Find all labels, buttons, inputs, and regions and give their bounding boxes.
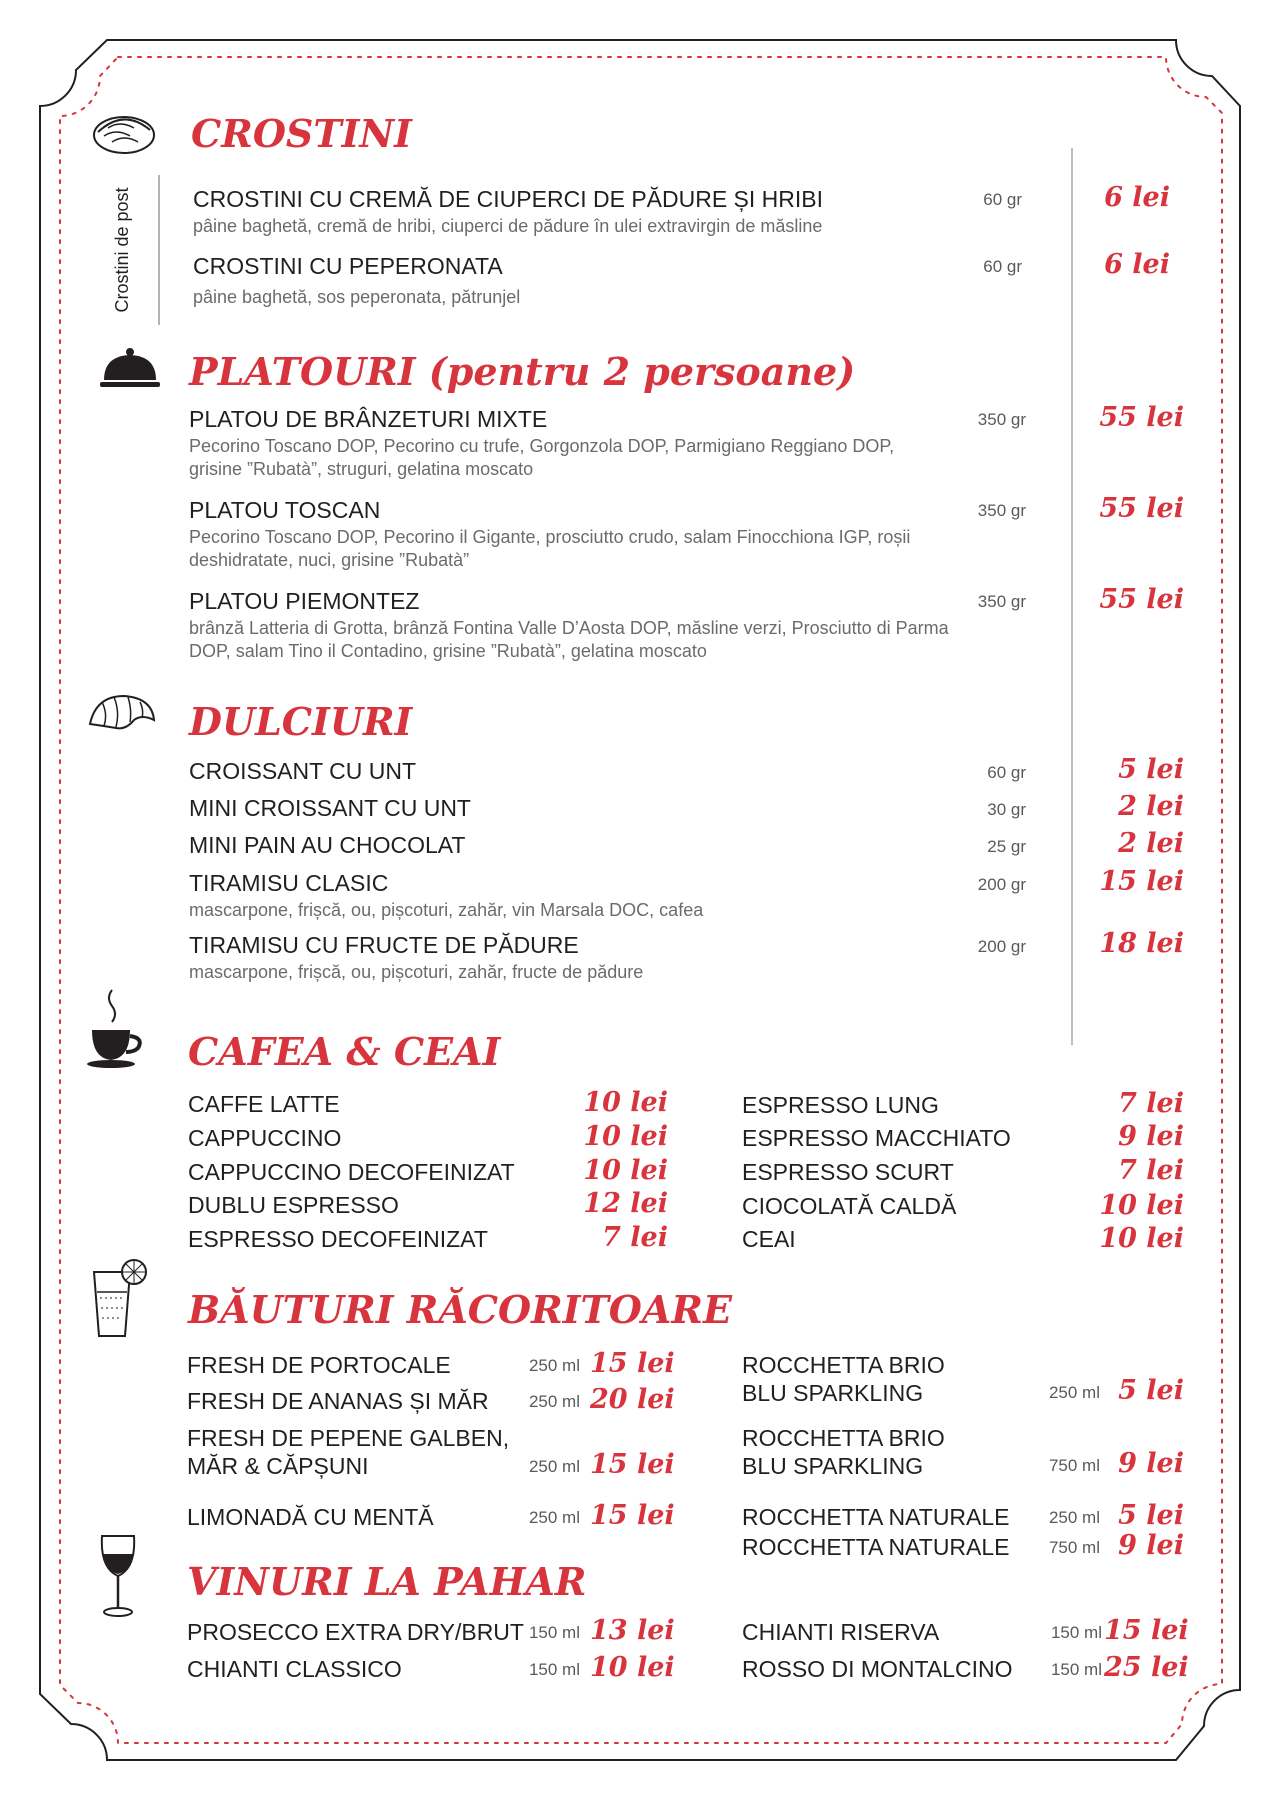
menu-item-price: 13 lei [590,1615,675,1646]
juice-glass-icon [90,1258,150,1340]
menu-item-name: CROSTINI CU CREMĂ DE CIUPERCI DE PĂDURE ȘI HRIBI [193,186,824,212]
coffee-cup-icon [86,986,148,1072]
menu-item-name: CHIANTI RISERVA [742,1619,940,1645]
menu-item-price: 9 lei [1118,1448,1184,1479]
menu-item-name: CROISSANT CU UNT [189,758,417,784]
menu-item-qty: 250 ml [528,1508,580,1527]
menu-item-price: 55 lei [1099,402,1184,433]
menu-item-qty: 200 gr [977,937,1026,956]
menu-item-name: ROCCHETTA BRIO [742,1425,945,1451]
menu-item-qty: 200 gr [977,875,1026,894]
menu-item-name: PLATOU PIEMONTEZ [189,588,420,614]
menu-item-name: CAPPUCCINO DECOFEINIZAT [188,1159,515,1185]
menu-item-price: 25 lei [1104,1652,1189,1683]
menu-item-price: 9 lei [1118,1530,1184,1561]
menu-item-price: 6 lei [1104,249,1170,280]
menu-item-qty: 750 ml [1048,1456,1100,1475]
menu-item-name: FRESH DE ANANAS ȘI MĂR [187,1388,489,1414]
croissant-icon [86,690,158,740]
menu-item-name: TIRAMISU CLASIC [189,870,389,896]
menu-item-name: PLATOU DE BRÂNZETURI MIXTE [189,406,548,432]
menu-item-qty: 250 ml [528,1356,580,1375]
menu-item-name: TIRAMISU CU FRUCTE DE PĂDURE [189,932,579,958]
menu-item-qty: 150 ml [528,1660,580,1679]
wine-glass-icon [96,1534,140,1618]
menu-item-price: 12 lei [583,1188,668,1219]
menu-item-price: 55 lei [1099,584,1184,615]
menu-item-desc: Pecorino Toscano DOP, Pecorino il Gigante, prosciutto crudo, salam Finocchiona IGP, roșii deshidratate, nuci, grisine ”Rubatà” [189,527,911,570]
menu-item-name-line2: BLU SPARKLING [742,1380,924,1406]
menu-item-desc: brânză Latteria di Grotta, brânză Fontina Valle D’Aosta DOP, măsline verzi, Prosciutto di Parma DOP, salam Tino il Contadino, grisine ”Rubatà”, gelatina moscato [189,618,949,661]
menu-item-qty: 60 gr [983,257,1022,276]
menu-item-price: 20 lei [590,1384,675,1415]
menu-item-price: 10 lei [590,1652,675,1683]
menu-item-qty: 150 ml [528,1623,580,1642]
menu-item-price: 7 lei [1118,1155,1184,1186]
section-title-platouri: PLATOURI (pentru 2 persoane) [189,349,856,394]
menu-item-qty: 350 gr [977,410,1026,429]
menu-item-price: 6 lei [1104,182,1170,213]
menu-item-price: 18 lei [1099,928,1184,959]
menu-item-price: 15 lei [590,1500,675,1531]
menu-item-name: ROCCHETTA NATURALE [742,1534,1010,1560]
menu-item-name: CEAI [742,1226,796,1252]
section-title-bauturi: BĂUTURI RĂCORITOARE [188,1287,732,1332]
menu-item-name: PROSECCO EXTRA DRY/BRUT [187,1619,524,1645]
menu-item-name: LIMONADĂ CU MENTĂ [187,1504,434,1530]
menu-item-name: CAFFE LATTE [188,1091,340,1117]
menu-item-price: 15 lei [1099,866,1184,897]
menu-item-price: 9 lei [1118,1121,1184,1152]
menu-item-name: FRESH DE PEPENE GALBEN, [187,1425,510,1451]
menu-item-price: 10 lei [1099,1223,1184,1254]
menu-item-name-line2: BLU SPARKLING [742,1453,924,1479]
menu-item-name: MINI CROISSANT CU UNT [189,795,471,821]
menu-item-price: 5 lei [1118,1375,1184,1406]
menu-item-price: 5 lei [1118,754,1184,785]
menu-item-desc: mascarpone, frișcă, ou, pișcoturi, zahăr, fructe de pădure [189,962,644,982]
menu-item-name: ROSSO DI MONTALCINO [742,1656,1013,1682]
section-title-vinuri: VINURI LA PAHAR [187,1559,587,1604]
menu-item-name: ESPRESSO DECOFEINIZAT [188,1226,488,1252]
menu-item-name: ROCCHETTA BRIO [742,1352,945,1378]
menu-item-name: CAPPUCCINO [188,1125,342,1151]
menu-item-qty: 60 gr [987,763,1026,782]
menu-item-qty: 250 ml [1048,1383,1100,1402]
menu-item-name: PLATOU TOSCAN [189,497,381,523]
menu-item-price: 15 lei [590,1348,675,1379]
menu-item-qty: 150 ml [1050,1660,1102,1679]
menu-item-qty: 30 gr [987,800,1026,819]
menu-item-qty: 250 ml [1048,1508,1100,1527]
menu-item-qty: 350 gr [977,501,1026,520]
section-title-cafea-ceai: CAFEA & CEAI [188,1029,501,1074]
menu-item-desc: pâine baghetă, cremă de hribi, ciuperci de pădure în ulei extravirgin de măsline [193,216,823,236]
menu-item-price: 10 lei [583,1121,668,1152]
menu-item-desc: mascarpone, frișcă, ou, pișcoturi, zahăr, vin Marsala DOC, cafea [189,900,704,920]
menu-item-price: 7 lei [602,1222,668,1253]
menu-item-price: 2 lei [1118,828,1184,859]
menu-item-qty: 750 ml [1048,1538,1100,1557]
menu-item-qty: 60 gr [983,190,1022,209]
menu-item-qty: 250 ml [528,1392,580,1411]
menu-item-price: 10 lei [583,1155,668,1186]
section-title-dulciuri: DULCIURI [189,699,413,744]
menu-item-name: ESPRESSO MACCHIATO [742,1125,1011,1151]
menu-item-qty: 150 ml [1050,1623,1102,1642]
menu-item-qty: 25 gr [987,837,1026,856]
section-title-crostini: CROSTINI [191,111,412,156]
menu-item-name: FRESH DE PORTOCALE [187,1352,451,1378]
menu-item-price: 55 lei [1099,493,1184,524]
menu-item-name: DUBLU ESPRESSO [188,1192,399,1218]
menu-item-price: 5 lei [1118,1500,1184,1531]
side-label-crostini-de-post: Crostini de post [112,187,132,313]
menu-item-qty: 350 gr [977,592,1026,611]
menu-item-price: 2 lei [1118,791,1184,822]
menu-item-name: ESPRESSO SCURT [742,1159,954,1185]
cloche-icon [98,344,162,390]
menu-item-price: 10 lei [1099,1190,1184,1221]
menu-item-name: CIOCOLATĂ CALDĂ [742,1193,957,1219]
menu-item-desc: Pecorino Toscano DOP, Pecorino cu trufe, Gorgonzola DOP, Parmigiano Reggiano DOP, grisine ”Rubatà”, struguri, gelatina moscato [189,436,895,479]
menu-item-price: 15 lei [590,1449,675,1480]
menu-item-name: CHIANTI CLASSICO [187,1656,402,1682]
menu-item-desc: pâine baghetă, sos peperonata, pătrunjel [193,287,521,307]
menu-item-price: 10 lei [583,1087,668,1118]
menu-item-name: ROCCHETTA NATURALE [742,1504,1010,1530]
menu-item-name-line2: MĂR & CĂPȘUNI [187,1453,369,1479]
menu-item-price: 7 lei [1118,1088,1184,1119]
menu-item-qty: 250 ml [528,1457,580,1476]
menu-item-name: ESPRESSO LUNG [742,1092,939,1118]
bread-icon [90,106,158,158]
menu-item-name: CROSTINI CU PEPERONATA [193,253,503,279]
menu-item-name: MINI PAIN AU CHOCOLAT [189,832,466,858]
menu-item-price: 15 lei [1104,1615,1189,1646]
